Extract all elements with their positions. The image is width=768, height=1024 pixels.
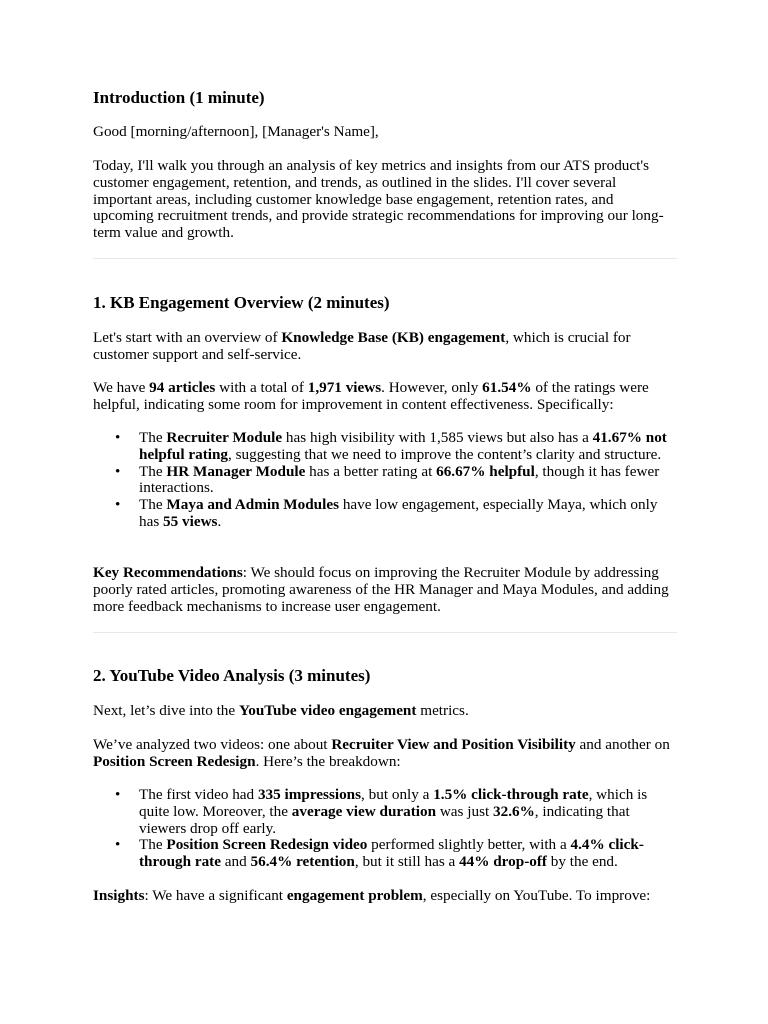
list-item: • The Maya and Admin Modules have low engagement, especially Maya, which only has 55 views. xyxy=(93,497,677,531)
youtube-intro-paragraph: Next, let’s dive into the YouTube video engagement metrics. xyxy=(93,702,469,719)
youtube-heading: 2. YouTube Video Analysis (3 minutes) xyxy=(93,666,371,685)
youtube-insights-paragraph: Insights: We have a significant engagement problem, especially on YouTube. To improve: xyxy=(93,887,651,904)
list-item: • The Recruiter Module has high visibility with 1,585 views but also has a 41.67% not helpful rating, suggesting that we need to improve the content’s clarity and structure. xyxy=(93,430,677,464)
kb-recommendations-paragraph: Key Recommendations: We should focus on improving the Recruiter Module by addressing poorly rated articles, promoting awareness of the HR Manager and Maya Modules, and adding more feedback mechanisms to increase user engagement. xyxy=(93,564,669,615)
intro-greeting: Good [morning/afternoon], [Manager's Name], xyxy=(93,123,379,140)
youtube-bullet-list xyxy=(93,787,677,871)
intro-heading: Introduction (1 minute) xyxy=(93,88,265,107)
kb-intro-paragraph: Let's start with an overview of Knowledge Base (KB) engagement, which is crucial for customer support and self-service. xyxy=(93,329,631,363)
youtube-videos-paragraph: We’ve analyzed two videos: one about Recruiter View and Position Visibility and another on Position Screen Redesign. Here’s the breakdown: xyxy=(93,736,670,770)
kb-heading: 1. KB Engagement Overview (2 minutes) xyxy=(93,293,390,312)
list-item: • The Position Screen Redesign video performed slightly better, with a 4.4% click-through rate and 56.4% retention, but it still has a 44% drop-off by the end. xyxy=(93,837,677,871)
section-divider xyxy=(93,258,677,259)
intro-paragraph: Today, I'll walk you through an analysis of key metrics and insights from our ATS product's customer engagement, retention, and trends, as outlined in the slides. I'll cover several important areas, including customer knowledge base engagement, retention rates, and upcoming recruitment trends, and provide strategic recommendations for improving our long-term value and growth. xyxy=(93,157,664,242)
section-divider xyxy=(93,632,677,633)
kb-stats-paragraph: We have 94 articles with a total of 1,971 views. However, only 61.54% of the ratings were helpful, indicating some room for improvement in content effectiveness. Specifically: xyxy=(93,379,649,413)
list-item: • The first video had 335 impressions, but only a 1.5% click-through rate, which is quite low. Moreover, the average view duration was just 32.6%, indicating that viewers drop off early. xyxy=(93,787,677,837)
kb-bullet-list xyxy=(93,430,677,531)
list-item: • The HR Manager Module has a better rating at 66.67% helpful, though it has fewer interactions. xyxy=(93,464,677,498)
